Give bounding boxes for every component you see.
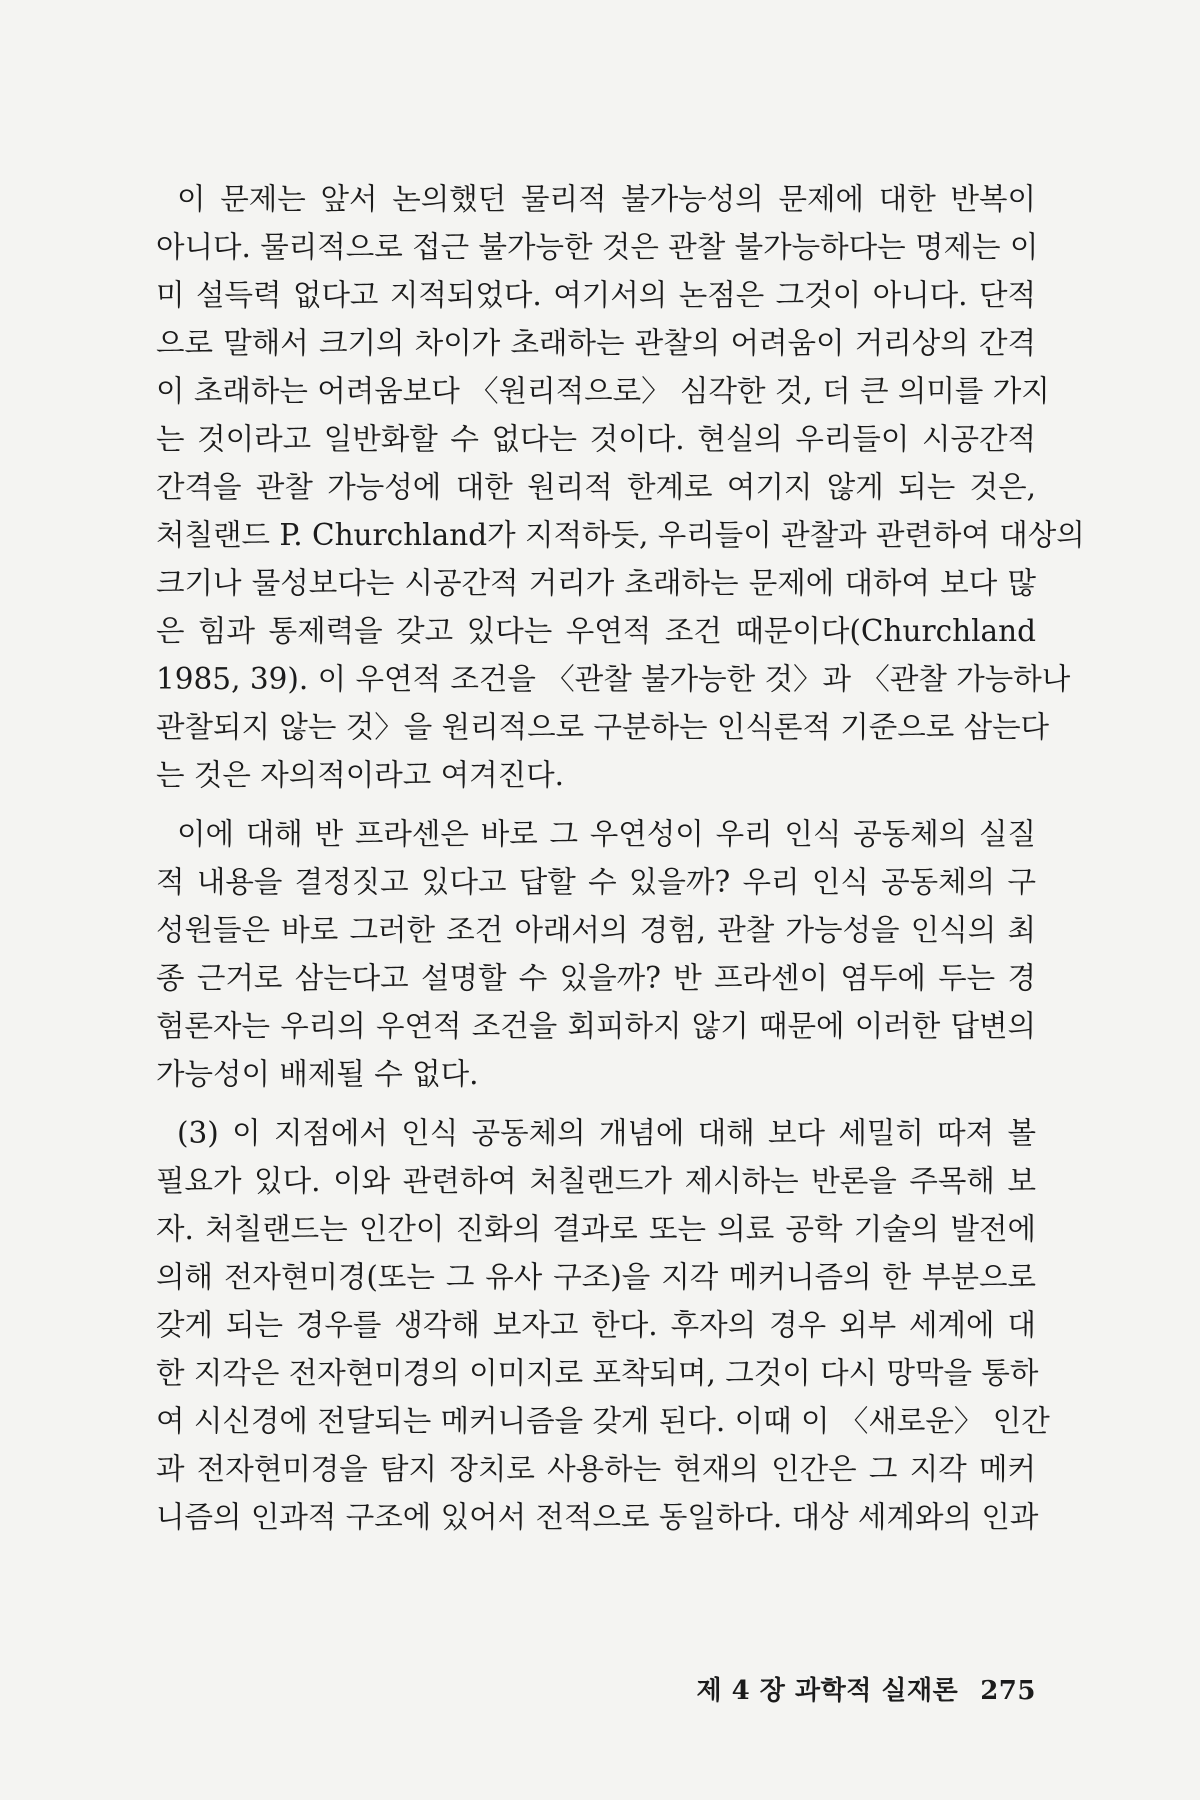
text-line: 미 설득력 없다고 지적되었다. 여기서의 논점은 그것이 아니다. 단적 xyxy=(156,278,1036,312)
paragraph xyxy=(156,175,1085,799)
text-line: 관찰되지 않는 것〉을 원리적으로 구분하는 인식론적 기준으로 삼는다 xyxy=(156,710,1050,744)
text-line: 이에 대해 반 프라센은 바로 그 우연성이 우리 인식 공동체의 실질 xyxy=(177,817,1036,851)
text-line: 는 것은 자의적이라고 여겨진다. xyxy=(156,758,564,792)
running-footer xyxy=(658,1640,1036,1737)
text-line: 은 힘과 통제력을 갖고 있다는 우연적 조건 때문이다(Churchland xyxy=(156,614,1036,648)
text-line: 가능성이 배제될 수 없다. xyxy=(156,1057,479,1091)
paragraph xyxy=(156,810,1036,1098)
text-line: (3) 이 지점에서 인식 공동체의 개념에 대해 보다 세밀히 따져 볼 xyxy=(177,1116,1036,1150)
text-line: 아니다. 물리적으로 접근 불가능한 것은 관찰 불가능하다는 명제는 이 xyxy=(156,230,1039,264)
text-line: 의해 전자현미경(또는 그 유사 구조)을 지각 메커니즘의 한 부분으로 xyxy=(156,1260,1036,1294)
chapter-title: 제 4 장 과학적 실재론 xyxy=(696,1676,959,1706)
paragraph xyxy=(156,1109,1050,1541)
text-line: 자. 처칠랜드는 인간이 진화의 결과로 또는 의료 공학 기술의 발전에 xyxy=(156,1212,1036,1246)
text-line: 이 문제는 앞서 논의했던 물리적 불가능성의 문제에 대한 반복이 xyxy=(177,182,1036,216)
text-line: 니즘의 인과적 구조에 있어서 전적으로 동일하다. 대상 세계와의 인과 xyxy=(156,1500,1039,1534)
body-text xyxy=(156,175,1085,1541)
text-line: 이 초래하는 어려움보다 〈원리적으로〉 심각한 것, 더 큰 의미를 가지 xyxy=(156,374,1050,408)
text-line: 는 것이라고 일반화할 수 없다는 것이다. 현실의 우리들이 시공간적 xyxy=(156,422,1036,456)
text-line: 갖게 되는 경우를 생각해 보자고 한다. 후자의 경우 외부 세계에 대 xyxy=(156,1308,1036,1342)
text-line: 크기나 물성보다는 시공간적 거리가 초래하는 문제에 대하여 보다 많 xyxy=(156,566,1036,600)
text-line: 1985, 39). 이 우연적 조건을 〈관찰 불가능한 것〉과 〈관찰 가능하나 xyxy=(156,662,1071,696)
text-line: 으로 말해서 크기의 차이가 초래하는 관찰의 어려움이 거리상의 간격 xyxy=(156,326,1036,360)
text-line: 한 지각은 전자현미경의 이미지로 포착되며, 그것이 다시 망막을 통하 xyxy=(156,1356,1039,1390)
text-line: 필요가 있다. 이와 관련하여 처칠랜드가 제시하는 반론을 주목해 보 xyxy=(156,1164,1036,1198)
text-line: 성원들은 바로 그러한 조건 아래서의 경험, 관찰 가능성을 인식의 최 xyxy=(156,913,1036,947)
page-number: 275 xyxy=(980,1676,1036,1706)
text-line: 적 내용을 결정짓고 있다고 답할 수 있을까? 우리 인식 공동체의 구 xyxy=(156,865,1036,899)
text-line: 처칠랜드 P. Churchland가 지적하듯, 우리들이 관찰과 관련하여 대상의 xyxy=(156,518,1085,552)
text-line: 간격을 관찰 가능성에 대한 원리적 한계로 여기지 않게 되는 것은, xyxy=(156,470,1036,504)
text-line: 여 시신경에 전달되는 메커니즘을 갖게 된다. 이때 이 〈새로운〉 인간 xyxy=(156,1404,1050,1438)
text-line: 과 전자현미경을 탐지 장치로 사용하는 현재의 인간은 그 지각 메커 xyxy=(156,1452,1036,1486)
text-line: 종 근거로 삼는다고 설명할 수 있을까? 반 프라센이 염두에 두는 경 xyxy=(156,961,1036,995)
text-line: 험론자는 우리의 우연적 조건을 회피하지 않기 때문에 이러한 답변의 xyxy=(156,1009,1036,1043)
